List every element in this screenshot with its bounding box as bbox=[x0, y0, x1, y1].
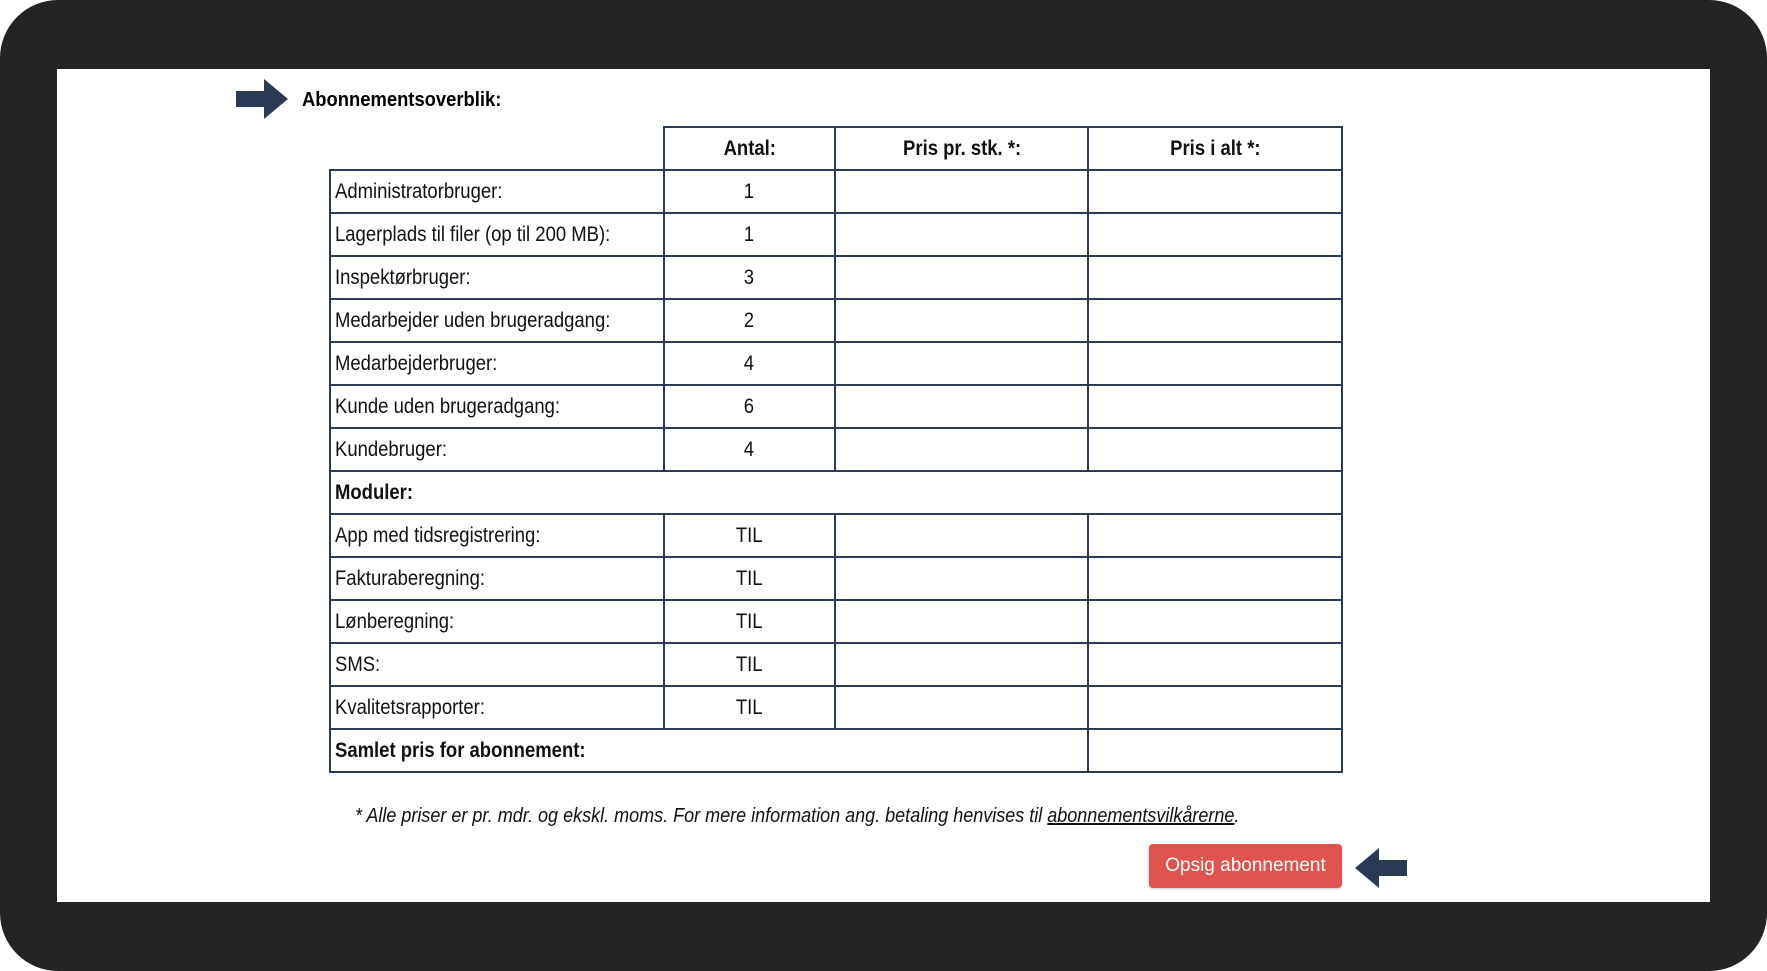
table-row bbox=[330, 428, 1342, 471]
table-row bbox=[330, 686, 1342, 729]
cancel-subscription-button[interactable]: Opsig abonnement bbox=[1149, 844, 1342, 888]
row-antal: 2 bbox=[664, 299, 835, 342]
row-total bbox=[1088, 686, 1342, 729]
table-row bbox=[330, 514, 1342, 557]
row-pris bbox=[835, 213, 1089, 256]
row-label: Medarbejder uden brugeradgang: bbox=[330, 299, 664, 342]
table-row bbox=[330, 170, 1342, 213]
table-row bbox=[330, 643, 1342, 686]
total-value bbox=[1088, 729, 1342, 772]
table-row bbox=[330, 557, 1342, 600]
row-label: Administratorbruger: bbox=[330, 170, 664, 213]
terms-link[interactable]: abonnementsvilkårerne bbox=[1047, 805, 1235, 827]
row-label: App med tidsregistrering: bbox=[330, 514, 664, 557]
footnote-text: * Alle priser er pr. mdr. og ekskl. moms. For mere information ang. betaling henvises til bbox=[355, 805, 1043, 827]
row-label: Lønberegning: bbox=[330, 600, 664, 643]
modules-heading-row bbox=[330, 471, 1342, 514]
row-antal: TIL bbox=[664, 600, 835, 643]
row-label: Kvalitetsrapporter: bbox=[330, 686, 664, 729]
header-empty bbox=[330, 127, 664, 170]
row-pris bbox=[835, 514, 1089, 557]
footnote-end: . bbox=[1234, 805, 1240, 827]
total-label: Samlet pris for abonnement: bbox=[330, 729, 1088, 772]
row-antal: 1 bbox=[664, 213, 835, 256]
row-pris bbox=[835, 600, 1089, 643]
row-pris bbox=[835, 342, 1089, 385]
row-antal: 4 bbox=[664, 342, 835, 385]
header-antal: Antal: bbox=[664, 127, 835, 170]
row-total bbox=[1088, 600, 1342, 643]
row-label: Medarbejderbruger: bbox=[330, 342, 664, 385]
row-total bbox=[1088, 342, 1342, 385]
row-antal: 4 bbox=[664, 428, 835, 471]
row-pris bbox=[835, 256, 1089, 299]
modules-heading: Moduler: bbox=[330, 471, 1342, 514]
row-total bbox=[1088, 514, 1342, 557]
row-label: Lagerplads til filer (op til 200 MB): bbox=[330, 213, 664, 256]
table-row bbox=[330, 213, 1342, 256]
row-total bbox=[1088, 557, 1342, 600]
footnote bbox=[355, 805, 1239, 828]
row-total bbox=[1088, 170, 1342, 213]
row-total bbox=[1088, 643, 1342, 686]
row-antal: 6 bbox=[664, 385, 835, 428]
row-antal: TIL bbox=[664, 643, 835, 686]
page-title: Abonnementsoverblik: bbox=[302, 89, 502, 111]
row-pris bbox=[835, 643, 1089, 686]
row-pris bbox=[835, 428, 1089, 471]
row-pris bbox=[835, 686, 1089, 729]
header-pris-i-alt: Pris i alt *: bbox=[1088, 127, 1342, 170]
screen bbox=[57, 69, 1710, 902]
total-row bbox=[330, 729, 1342, 772]
row-total bbox=[1088, 385, 1342, 428]
arrow-left-icon bbox=[1351, 844, 1407, 892]
row-total bbox=[1088, 213, 1342, 256]
row-antal: 1 bbox=[664, 170, 835, 213]
row-label: SMS: bbox=[330, 643, 664, 686]
arrow-right-icon bbox=[236, 75, 292, 123]
row-label: Fakturaberegning: bbox=[330, 557, 664, 600]
row-antal: 3 bbox=[664, 256, 835, 299]
row-antal: TIL bbox=[664, 514, 835, 557]
table-row bbox=[330, 385, 1342, 428]
header-pris-pr-stk: Pris pr. stk. *: bbox=[835, 127, 1089, 170]
row-total bbox=[1088, 299, 1342, 342]
row-antal: TIL bbox=[664, 686, 835, 729]
row-antal: TIL bbox=[664, 557, 835, 600]
table-header-row bbox=[330, 127, 1342, 170]
table-row bbox=[330, 342, 1342, 385]
row-pris bbox=[835, 170, 1089, 213]
row-label: Kunde uden brugeradgang: bbox=[330, 385, 664, 428]
row-pris bbox=[835, 557, 1089, 600]
table-row bbox=[330, 299, 1342, 342]
row-total bbox=[1088, 428, 1342, 471]
row-label: Inspektørbruger: bbox=[330, 256, 664, 299]
row-label: Kundebruger: bbox=[330, 428, 664, 471]
row-pris bbox=[835, 385, 1089, 428]
table-row bbox=[330, 256, 1342, 299]
row-pris bbox=[835, 299, 1089, 342]
subscription-table bbox=[329, 126, 1343, 773]
table-row bbox=[330, 600, 1342, 643]
row-total bbox=[1088, 256, 1342, 299]
